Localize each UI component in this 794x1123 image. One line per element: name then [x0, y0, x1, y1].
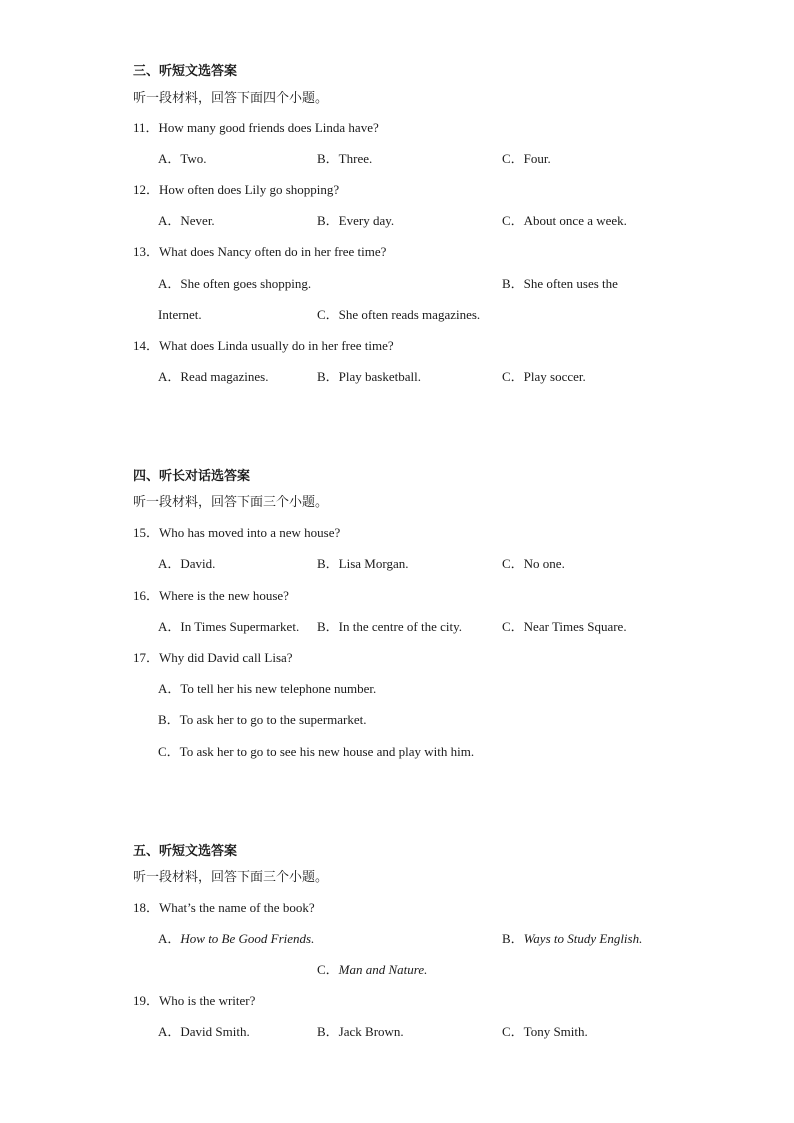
- option-letter: B．: [502, 931, 524, 946]
- question-stem: 19．Who is the writer?: [133, 993, 256, 1008]
- option-b: B．Three.: [317, 151, 373, 166]
- option-b: B．Every day.: [317, 213, 395, 228]
- section-heading: 四、听长对话选答案: [133, 468, 251, 483]
- option-b: B．Play basketball.: [317, 369, 421, 384]
- option-a: A．To tell her his new telephone number.: [158, 681, 377, 696]
- option-b: B．Lisa Morgan.: [317, 556, 409, 571]
- option-a: A．Read magazines.: [158, 369, 269, 384]
- option-b: B．She often uses the: [502, 276, 618, 291]
- question-stem: 15．Who has moved into a new house?: [133, 525, 341, 540]
- section-heading: 五、听短文选答案: [133, 843, 238, 858]
- option-c: C．She often reads magazines.: [317, 307, 481, 322]
- question-stem: 16．Where is the new house?: [133, 588, 289, 603]
- option-c: C．Tony Smith.: [502, 1024, 588, 1039]
- option-a: A．Two.: [158, 151, 207, 166]
- option-a: A．David.: [158, 556, 216, 571]
- option-c: C．To ask her to go to see his new house and play with him.: [158, 744, 475, 759]
- option-a: A．In Times Supermarket.: [158, 619, 300, 634]
- section-instruction: 听一段材料，回答下面三个小题。: [133, 869, 329, 884]
- option-letter: A．: [158, 931, 181, 946]
- question-stem: 12．How often does Lily go shopping?: [133, 182, 340, 197]
- option-c: C．Near Times Square.: [502, 619, 627, 634]
- option-b: B．In the centre of the city.: [317, 619, 462, 634]
- option-c: C．Four.: [502, 151, 551, 166]
- section-heading: 三、听短文选答案: [133, 63, 238, 78]
- book-title: How to Be Good Friends.: [180, 931, 315, 946]
- option-c: C．About once a week.: [502, 213, 627, 228]
- question-stem: 18．What’s the name of the book?: [133, 900, 315, 915]
- section-instruction: 听一段材料，回答下面四个小题。: [133, 90, 329, 105]
- option-c: C．Play soccer.: [502, 369, 586, 384]
- option-a: A．Never.: [158, 213, 215, 228]
- option-a: A．She often goes shopping.: [158, 276, 312, 291]
- question-stem: 11．How many good friends does Linda have?: [133, 120, 379, 135]
- option-c: C．No one.: [502, 556, 565, 571]
- question-stem: 13．What does Nancy often do in her free time?: [133, 244, 387, 259]
- option-a: A．David Smith.: [158, 1024, 250, 1039]
- option-b-continued: Internet.: [158, 307, 202, 322]
- option-b: [502, 931, 642, 947]
- option-letter: C．: [317, 962, 339, 977]
- book-title: Ways to Study English.: [523, 931, 643, 946]
- option-a: [158, 931, 314, 947]
- book-title: Man and Nature.: [338, 962, 428, 977]
- question-stem: 14．What does Linda usually do in her free time?: [133, 338, 394, 353]
- option-b: B．To ask her to go to the supermarket.: [158, 712, 367, 727]
- option-b: B．Jack Brown.: [317, 1024, 404, 1039]
- section-instruction: 听一段材料，回答下面三个小题。: [133, 494, 329, 509]
- question-stem: 17．Why did David call Lisa?: [133, 650, 293, 665]
- option-c: [317, 962, 427, 978]
